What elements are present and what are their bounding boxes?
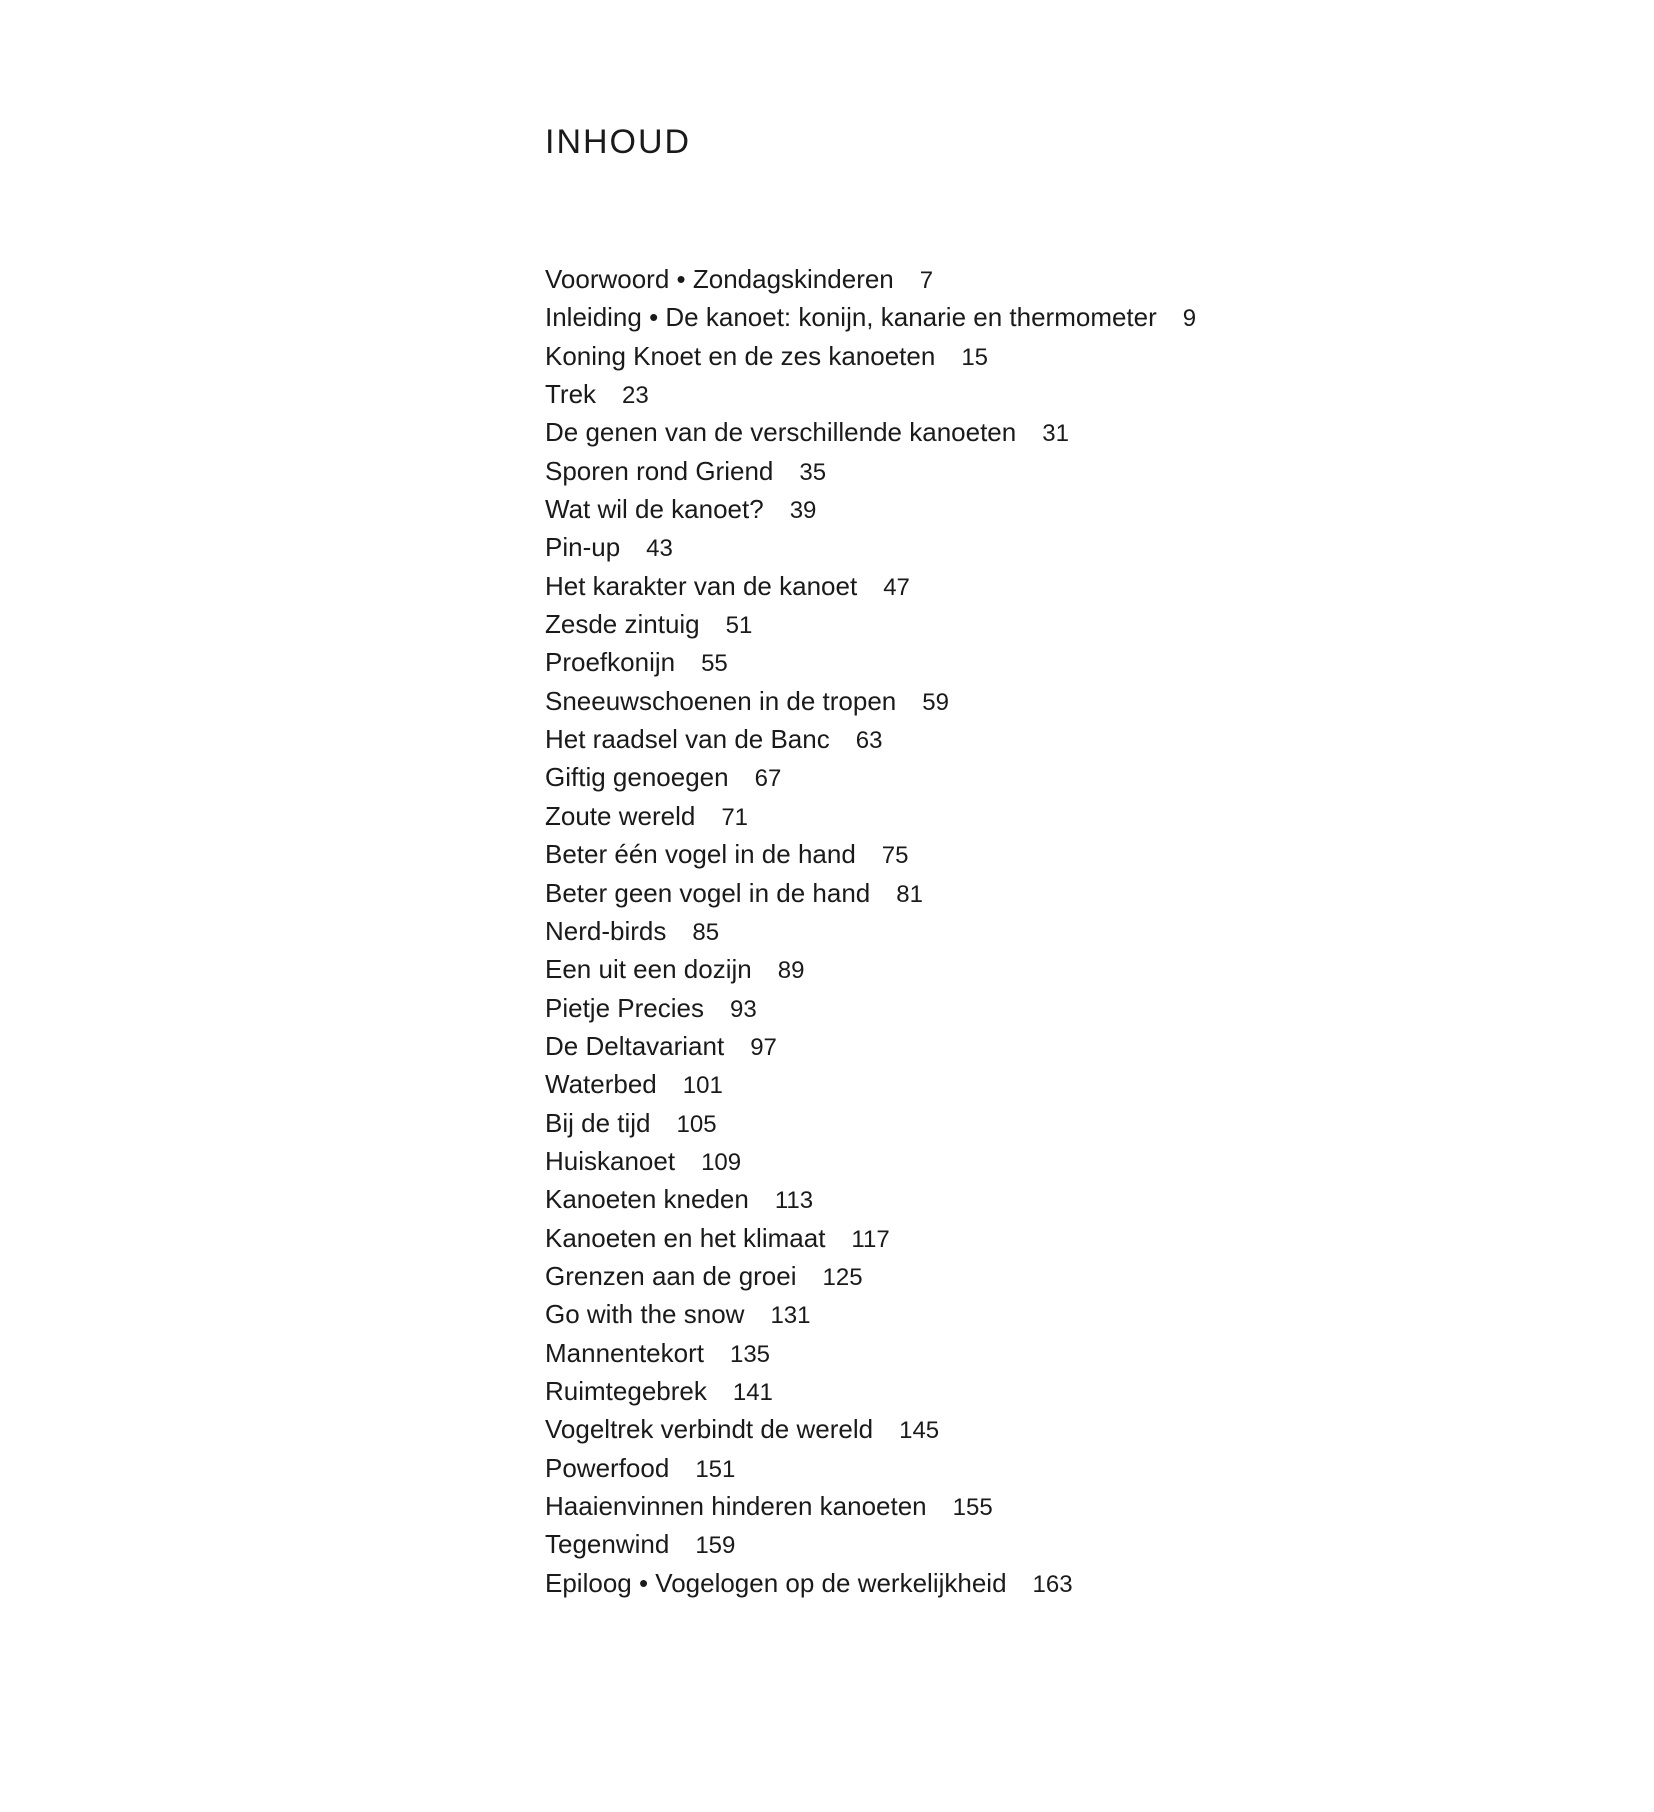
toc-entry-page-number: 31	[1042, 420, 1069, 448]
toc-entry-title: Epiloog • Vogelogen op de werkelijkheid	[545, 1567, 1007, 1598]
toc-entry-page-number: 9	[1182, 305, 1197, 333]
toc-entry	[545, 1334, 1196, 1372]
toc-entry-page-number: 81	[896, 880, 923, 908]
toc-entry-title: Inleiding • De kanoet: konijn, kanarie en thermometer	[545, 302, 1157, 333]
toc-entry-title: Het raadsel van de Banc	[545, 724, 830, 755]
toc-entry-title: Mannentekort	[545, 1337, 704, 1368]
toc-entry	[545, 337, 1196, 375]
toc-entry-page-number: 151	[695, 1455, 736, 1483]
toc-entry-title: Giftig genoegen	[545, 762, 729, 793]
toc-entry-page-number: 163	[1032, 1570, 1073, 1598]
toc-entry	[545, 874, 1196, 912]
toc-entry-title: Pietje Precies	[545, 992, 704, 1023]
toc-entry	[545, 1372, 1196, 1410]
toc-entry-title: Proefkonijn	[545, 647, 676, 678]
toc-entry-title: Trek	[545, 379, 597, 410]
toc-entry-page-number: 117	[851, 1225, 890, 1253]
toc-entry	[545, 1142, 1196, 1180]
toc-entry-title: Zesde zintuig	[545, 609, 700, 640]
toc-entry	[545, 1487, 1196, 1525]
toc-entry	[545, 643, 1196, 681]
toc-entry	[545, 1027, 1196, 1065]
toc-entry-title: Zoute wereld	[545, 800, 696, 831]
toc-entry-page-number: 101	[682, 1072, 723, 1100]
toc-entry-title: Een uit een dozijn	[545, 954, 752, 985]
toc-entry-page-number: 35	[799, 458, 827, 486]
toc-entry-page-number: 67	[754, 765, 782, 793]
toc-entry-page-number: 7	[919, 267, 934, 294]
toc-entry	[545, 490, 1196, 528]
toc-entry-page-number: 15	[961, 343, 989, 371]
toc-entry-page-number: 145	[899, 1417, 940, 1445]
toc-entry	[545, 1410, 1196, 1448]
toc-entry-page-number: 125	[822, 1263, 863, 1291]
toc-entry-title: Haaienvinnen hinderen kanoeten	[545, 1491, 927, 1521]
toc-entry	[545, 950, 1196, 988]
toc-entry-title: De genen van de verschillende kanoeten	[545, 417, 1017, 448]
toc-entry	[545, 567, 1196, 605]
toc-entry	[545, 720, 1196, 758]
toc-entry	[545, 835, 1196, 873]
toc-entry-page-number: 97	[750, 1033, 777, 1061]
toc-entry-page-number: 23	[622, 382, 649, 410]
toc-entry-page-number: 141	[732, 1378, 773, 1406]
toc-entry	[545, 1257, 1196, 1295]
toc-entry	[545, 682, 1196, 720]
toc-entry	[545, 528, 1196, 566]
page-title: INHOUD	[545, 123, 692, 161]
toc-entry	[545, 1564, 1196, 1602]
toc-entry-title: Grenzen aan de groei	[545, 1260, 797, 1291]
toc-entry-page-number: 89	[777, 957, 805, 985]
toc-entry-page-number: 71	[721, 803, 749, 831]
toc-entry-title: Waterbed	[545, 1069, 657, 1100]
toc-entry-page-number: 109	[701, 1148, 742, 1176]
toc-entry	[545, 1180, 1196, 1218]
toc-entry-title: Koning Knoet en de zes kanoeten	[545, 340, 936, 371]
toc-entry-title: Tegenwind	[545, 1529, 670, 1560]
toc-entry	[545, 1065, 1196, 1103]
toc-entry-title: Kanoeten kneden	[545, 1184, 749, 1215]
toc-entry-page-number: 85	[692, 918, 720, 946]
toc-entry-title: Sporen rond Griend	[545, 455, 774, 486]
toc-entry	[545, 298, 1196, 336]
toc-entry	[545, 1449, 1196, 1487]
toc-entry	[545, 452, 1196, 490]
toc-entry-title: Pin-up	[545, 532, 621, 563]
toc-entry-page-number: 113	[774, 1187, 814, 1215]
toc-entry-title: Ruimtegebrek	[545, 1375, 707, 1406]
toc-entry-page-number: 159	[695, 1532, 736, 1560]
toc-entry-title: Huiskanoet	[545, 1145, 676, 1176]
toc-entry	[545, 1104, 1196, 1142]
toc-entry	[545, 1295, 1196, 1333]
toc-entry-title: De Deltavariant	[545, 1030, 725, 1061]
toc-entry-page-number: 63	[855, 727, 883, 755]
toc-entry-page-number: 59	[922, 688, 949, 716]
toc-entry-page-number: 75	[881, 842, 909, 870]
toc-entry-page-number: 55	[701, 650, 728, 678]
toc-entry	[545, 797, 1196, 835]
toc-entry-page-number: 155	[952, 1494, 993, 1521]
toc-entry-page-number: 43	[646, 535, 673, 563]
toc-entry	[545, 989, 1196, 1027]
toc-entry-title: Nerd-birds	[545, 915, 667, 946]
toc-entry	[545, 912, 1196, 950]
toc-entry	[545, 1525, 1196, 1563]
toc-entry-title: Kanoeten en het klimaat	[545, 1222, 826, 1253]
toc-entry	[545, 413, 1196, 451]
toc-entry-page-number: 131	[770, 1302, 811, 1330]
toc-entry-title: Sneeuwschoenen in de tropen	[545, 685, 897, 716]
toc-entry	[545, 375, 1196, 413]
toc-entry-page-number: 93	[729, 995, 757, 1023]
toc-entry-title: Go with the snow	[545, 1299, 745, 1330]
toc-entry-title: Vogeltrek verbindt de wereld	[545, 1414, 874, 1445]
toc-entry	[545, 260, 1196, 298]
toc-entry-title: Wat wil de kanoet?	[545, 494, 764, 525]
toc-entry-title: Powerfood	[545, 1452, 670, 1483]
toc-entry-title: Beter één vogel in de hand	[545, 839, 856, 870]
toc-entry	[545, 758, 1196, 796]
toc-entry-page-number: 39	[789, 497, 817, 525]
toc-entry	[545, 1219, 1196, 1257]
toc-entry-page-number: 105	[676, 1110, 717, 1138]
toc-entry-page-number: 135	[729, 1340, 771, 1368]
toc-entry-page-number: 47	[883, 573, 910, 601]
toc-entry-title: Voorwoord • Zondagskinderen	[545, 264, 894, 294]
toc-entry-title: Bij de tijd	[545, 1107, 651, 1138]
toc-list	[545, 260, 1196, 1602]
toc-entry	[545, 605, 1196, 643]
toc-entry-page-number: 51	[725, 612, 753, 640]
toc-entry-title: Beter geen vogel in de hand	[545, 877, 871, 908]
toc-entry-title: Het karakter van de kanoet	[545, 570, 858, 601]
